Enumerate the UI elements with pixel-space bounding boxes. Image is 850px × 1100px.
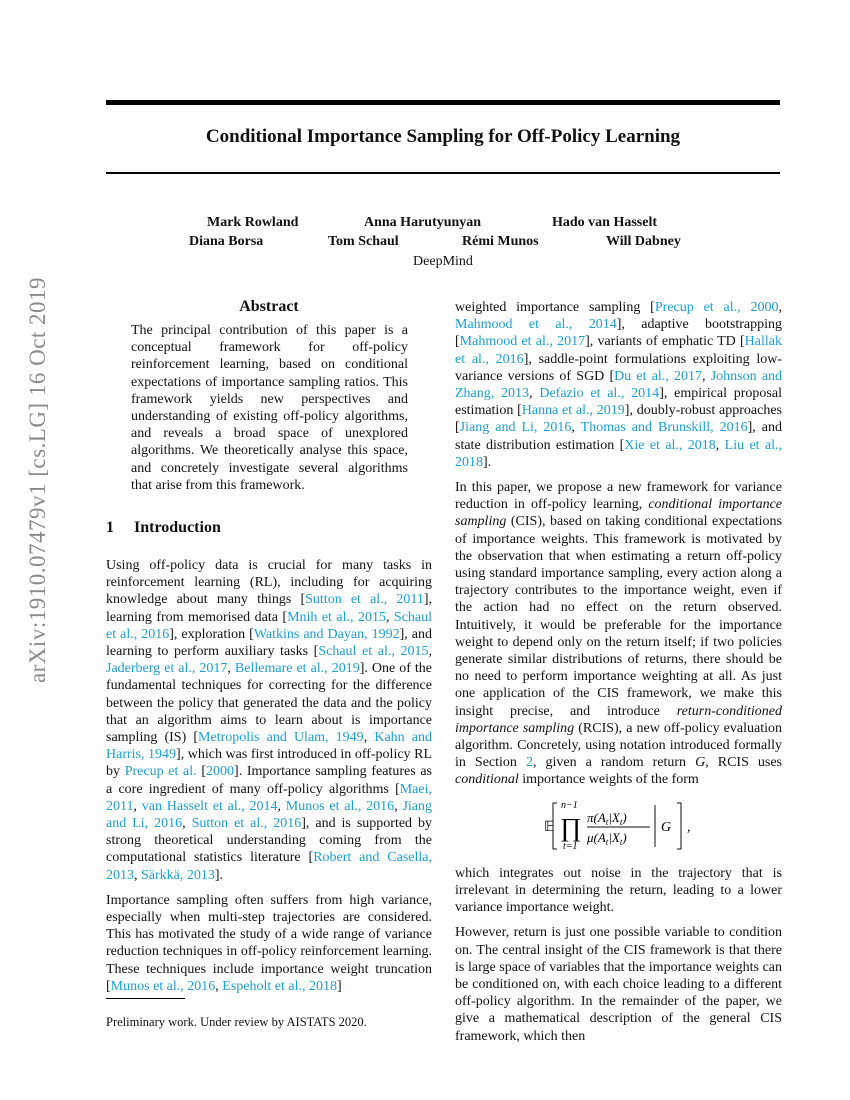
citation-link[interactable]: Xie et al., 2018 bbox=[624, 437, 716, 453]
intro-column bbox=[106, 557, 432, 1003]
text: , bbox=[182, 816, 192, 832]
expectation-symbol: 𝔼 bbox=[543, 819, 554, 835]
conditioning-variable: G bbox=[660, 819, 671, 835]
text: , bbox=[529, 386, 540, 402]
text: , bbox=[778, 300, 782, 315]
arxiv-identifier: arXiv:1910.07479v1 [cs.LG] 16 Oct 2019 bbox=[25, 276, 50, 684]
citation-link[interactable]: Schaul et al., 2015 bbox=[318, 644, 429, 660]
author-name: Rémi Munos bbox=[462, 234, 539, 249]
text: ]. Importance sampling features as a core ingredient of many off-policy algorithms [ bbox=[106, 764, 432, 797]
text: , bbox=[277, 798, 286, 814]
text: , bbox=[363, 730, 375, 746]
fraction-denominator: $\mu(A_t|X_t)$ bbox=[586, 829, 627, 847]
text: ]. bbox=[483, 454, 492, 470]
author-name: Will Dabney bbox=[606, 234, 681, 249]
display-equation bbox=[455, 797, 782, 855]
text: , bbox=[227, 661, 235, 677]
citation-link[interactable]: Precup et al. bbox=[124, 764, 197, 780]
citation-link[interactable]: Sutton et al., 2016 bbox=[191, 816, 302, 832]
right-paragraph-4: However, return is just one possible variable to condition on. The central insight of the CIS framework is that there is large space of variables that the importance weights can be conditioned on, with each choice leading to a different off-policy algorithm. In the remainder of the paper, we give a mathematical description of the general CIS framework, which then bbox=[455, 925, 782, 1044]
citation-link[interactable]: Hanna et al., 2019 bbox=[521, 403, 625, 419]
right-paragraph-3: which integrates out noise in the trajectory that is irrelevant in determining the return, leading to a lower variance importance weight. bbox=[455, 865, 782, 916]
text: ], and learning to perform auxiliary tasks [ bbox=[106, 626, 432, 660]
text: ], exploration [ bbox=[169, 626, 254, 642]
citation-link[interactable]: Metropolis and Ulam, 1949 bbox=[198, 730, 364, 746]
text: weighted importance sampling [ bbox=[455, 300, 655, 315]
emphasis: conditional importance sampling bbox=[455, 497, 783, 530]
paper-title: Conditional Importance Sampling for Off-Policy Learning bbox=[205, 126, 681, 147]
citation-link[interactable]: Precup et al., 2000 bbox=[654, 300, 779, 315]
text: ]. bbox=[214, 867, 224, 883]
section-title: Introduction bbox=[134, 519, 221, 536]
text: , bbox=[702, 368, 711, 384]
emphasis: return-conditioned importance sampling bbox=[455, 703, 782, 736]
text: (RCIS), a new off-policy evaluation algorithm. Concretely, using notation introduced formally in Section bbox=[455, 720, 782, 771]
citation-link[interactable]: Espeholt et al., 2018 bbox=[222, 978, 337, 994]
text: ], learning from memorised data [ bbox=[106, 592, 432, 625]
citation-link[interactable]: Robert and Casella, 2013 bbox=[106, 850, 432, 883]
text: [ bbox=[196, 764, 207, 780]
citation-link[interactable]: Munos et al., 2016 bbox=[110, 978, 216, 994]
text: ], and state distribution estimation [ bbox=[455, 420, 782, 453]
author-name: Hado van Hasselt bbox=[552, 215, 658, 230]
citation-link[interactable]: Du et al., 2017 bbox=[614, 368, 703, 384]
text: ], saddle-point formulations exploiting low-variance versions of SGD [ bbox=[455, 351, 782, 384]
fraction-numerator: $\pi(A_t|X_t)$ bbox=[586, 809, 627, 827]
math-variable: G bbox=[695, 755, 706, 771]
citation-link[interactable]: Sutton et al., 2011 bbox=[305, 592, 424, 608]
citation-link[interactable]: Mnih et al., 2015 bbox=[287, 609, 386, 625]
right-paragraph-2 bbox=[455, 479, 782, 789]
citation-link[interactable]: Kahn and Harris, 1949 bbox=[106, 730, 432, 763]
author-name: Tom Schaul bbox=[328, 234, 399, 249]
citation-link[interactable]: Defazio et al., 2014 bbox=[539, 386, 660, 402]
intro-paragraph-1 bbox=[106, 557, 432, 884]
text: , bbox=[394, 798, 403, 814]
text: ], adaptive bootstrapping [ bbox=[455, 317, 783, 350]
text: ], which was first introduced in off-policy RL by bbox=[106, 747, 432, 780]
section-number: 1 bbox=[106, 519, 114, 536]
text: ], empirical proposal estimation [ bbox=[455, 386, 782, 419]
citation-link[interactable]: Liu et al., 2018 bbox=[455, 437, 783, 470]
citation-link[interactable]: Johnson and Zhang, 2013 bbox=[455, 368, 782, 402]
emphasis: conditional bbox=[455, 772, 519, 788]
citation-link[interactable]: Watkins and Dayan, 1992 bbox=[253, 626, 400, 642]
equation-comma: , bbox=[686, 819, 690, 835]
text: ], doubly-robust approaches [ bbox=[455, 403, 782, 436]
text: , bbox=[428, 644, 432, 660]
affiliation: DeepMind bbox=[413, 254, 473, 269]
author-name: Anna Harutyunyan bbox=[364, 215, 482, 230]
author-block bbox=[106, 215, 780, 253]
text: ], variants of emphatic TD [ bbox=[585, 334, 745, 350]
author-row-2 bbox=[106, 234, 780, 253]
text: , given a random return bbox=[532, 755, 696, 771]
text: , bbox=[715, 437, 725, 453]
citation-link[interactable]: van Hasselt et al., 2014 bbox=[141, 798, 278, 814]
citation-link[interactable]: Maei, 2011 bbox=[106, 781, 432, 814]
equation-graphic bbox=[544, 797, 694, 855]
citation-link[interactable]: Mahmood et al., 2014 bbox=[455, 317, 617, 333]
citation-link[interactable]: Mahmood et al., 2017 bbox=[459, 334, 586, 350]
text: , RCIS uses bbox=[705, 755, 783, 771]
abstract-text: The principal contribution of this paper is a conceptual framework for off-policy reinforcement learning, based on conditional expectations of importance sampling ratios. This framework yields new perspectives and understanding of existing off-policy algorithms, and reveals a broad space of unexplored algorithms. We theoretically analyse this space, and concretely investigate several algorithms that arise from this framework. bbox=[131, 323, 408, 493]
right-paragraph-1 bbox=[455, 299, 782, 471]
title-bottom-rule bbox=[106, 172, 780, 174]
citation-link[interactable]: Schaul et al., 2016 bbox=[106, 609, 433, 642]
intro-paragraph-2 bbox=[106, 892, 432, 995]
citation-link[interactable]: Särkkä, 2013 bbox=[141, 867, 215, 883]
product-symbol: ∏ bbox=[559, 812, 581, 842]
right-bracket bbox=[677, 803, 681, 849]
text: Importance sampling often suffers from high variance, especially when multi-step trajectories are considered. This has motivated the study of a wide range of variance reduction techniques in off-policy reinforcement learning. These techniques include importance weight truncation [ bbox=[106, 892, 432, 994]
footnote: Preliminary work. Under review by AISTATS 2020. bbox=[106, 1015, 367, 1029]
title-top-rule bbox=[106, 100, 780, 105]
text: Using off-policy data is crucial for many tasks in reinforcement learning (RL), including for acquiring knowledge about many things [ bbox=[106, 558, 432, 608]
author-row-1 bbox=[106, 215, 780, 234]
text: , bbox=[134, 867, 141, 883]
citation-link[interactable]: Jaderberg et al., 2017 bbox=[106, 661, 228, 677]
text: , bbox=[385, 609, 394, 625]
text: ]. One of the fundamental techniques for correcting for the difference between the policy that generated the data and the policy that an algorithm aims to learn about is importance sampling (IS) [ bbox=[106, 661, 432, 746]
citation-link[interactable]: Thomas and Brunskill, 2016 bbox=[580, 420, 748, 436]
author-name: Mark Rowland bbox=[207, 215, 299, 230]
right-column bbox=[455, 299, 782, 1053]
text: , bbox=[215, 978, 223, 994]
product-upper-limit: n−1 bbox=[560, 799, 578, 811]
text: , bbox=[133, 798, 142, 814]
abstract-heading: Abstract bbox=[239, 298, 299, 315]
text: (CIS), based on taking conditional expectations of importance weights. This framework is motivated by the observation that when estimating a return off-policy using standard importance sampling, every action along a trajectory contributes to the importance weight, even if the action had no effect on the return observed. Intuitively, it would be preferable for the importance weight to depend only on the return itself; if two policies generate similar distributions of returns, there should be no need to perform importance weighting at all. As just one application of the CIS framework, we make this insight precise, and introduce bbox=[455, 514, 782, 719]
section-heading bbox=[106, 519, 221, 537]
citation-link[interactable]: Jiang and Li, 2016 bbox=[459, 420, 572, 436]
citation-link[interactable]: Hallak et al., 2016 bbox=[455, 334, 782, 367]
author-name: Diana Borsa bbox=[189, 234, 264, 249]
section-reference-link[interactable]: 2 bbox=[525, 755, 533, 771]
footnote-rule bbox=[106, 998, 185, 999]
citation-link[interactable]: 2000 bbox=[206, 764, 235, 780]
citation-link[interactable]: Munos et al., 2016 bbox=[285, 798, 395, 814]
text: importance weights of the form bbox=[518, 772, 699, 788]
text: , bbox=[571, 420, 581, 436]
text: ], and is supported by strong theoretical understanding coming from the computational statistics literature [ bbox=[106, 816, 433, 866]
text: ] bbox=[336, 978, 342, 994]
citation-link[interactable]: Jiang and Li, 2016 bbox=[106, 798, 433, 832]
text: In this paper, we propose a new framework for variance reduction in off-policy learning, bbox=[455, 480, 782, 513]
product-lower-limit: t=1 bbox=[562, 840, 578, 852]
citation-link[interactable]: Bellemare et al., 2019 bbox=[234, 661, 360, 677]
